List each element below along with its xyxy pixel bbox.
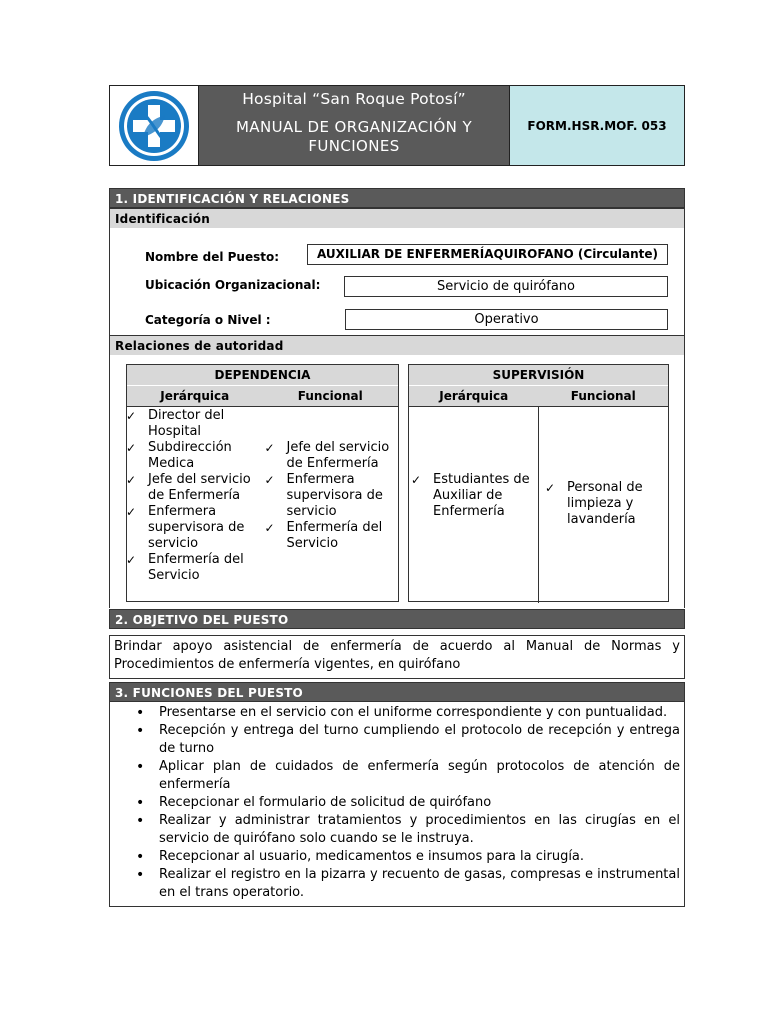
ubicacion-value: Servicio de quirófano [344, 276, 668, 297]
section2-title: 2. OBJETIVO DEL PUESTO [109, 609, 685, 629]
hospital-logo [110, 86, 199, 165]
dependencia-table [126, 364, 399, 602]
hospital-name: Hospital “San Roque Potosí” [242, 90, 466, 108]
supervision-col-jerarquica: Jerárquica [439, 389, 509, 403]
supervision-body [409, 406, 668, 603]
supervision-funcional-col [538, 407, 668, 603]
dependencia-body [127, 406, 398, 603]
puesto-value: AUXILIAR DE ENFERMERÍAQUIROFANO (Circulante) [307, 244, 668, 265]
list-item: ✓ Jefe del servicio de Enfermería [253, 440, 399, 472]
functions-box [109, 702, 685, 907]
dependencia-funcional-col [263, 407, 399, 603]
dependencia-col-funcional: Funcional [297, 389, 363, 403]
hospital-seal-icon [117, 89, 191, 163]
list-item: ✓ Director del Hospital [114, 408, 263, 440]
section1-title: 1. IDENTIFICACIÓN Y RELACIONES [109, 188, 685, 208]
list-item: • Realizar el registro en la pizarra y recuento de gasas, compresas e instrumental en el trans operatorio. [114, 866, 680, 902]
list-item: • Recepcionar el formulario de solicitud de quirófano [114, 794, 680, 812]
ubicacion-label: Ubicación Organizacional: [145, 278, 321, 292]
section-functions [109, 682, 685, 907]
list-item: ✓ Enfermera supervisora de servicio [253, 472, 399, 520]
list-item: ✓ Personal de limpieza y lavandería [533, 480, 668, 528]
list-item: ✓ Estudiantes de Auxiliar de Enfermería [399, 472, 538, 520]
list-item: • Realizar y administrar tratamientos y procedimientos en las cirugías en el servicio de quirófano solo cuando se le instruya. [114, 812, 680, 848]
list-item: ✓ Enfermería del Servicio [253, 520, 399, 552]
supervision-table [408, 364, 669, 602]
puesto-label: Nombre del Puesto: [145, 250, 280, 264]
identification-label: Identificación [109, 208, 685, 228]
categoria-label: Categoría o Nivel : [145, 313, 271, 327]
relations-label: Relaciones de autoridad [109, 335, 685, 355]
manual-title: MANUAL DE ORGANIZACIÓN Y FUNCIONES [235, 118, 473, 155]
functions-list [114, 704, 680, 902]
list-item: ✓ Enfermería del Servicio [114, 552, 263, 584]
section3-title: 3. FUNCIONES DEL PUESTO [109, 682, 685, 702]
document-header [109, 85, 685, 166]
list-item: • Presentarse en el servicio con el uniforme correspondiente y con puntualidad. [114, 704, 680, 722]
list-item: • Recepcionar al usuario, medicamentos e insumos para la cirugía. [114, 848, 680, 866]
supervision-title: SUPERVISIÓN [409, 365, 668, 385]
supervision-col-funcional: Funcional [570, 389, 636, 403]
section-objective [109, 609, 685, 679]
list-item: • Aplicar plan de cuidados de enfermería según protocolos de atención de enfermería [114, 758, 680, 794]
supervision-jerarquica-col [409, 407, 538, 603]
dependencia-subheader [127, 385, 398, 406]
dependencia-title: DEPENDENCIA [127, 365, 398, 385]
objective-text: Brindar apoyo asistencial de enfermería de acuerdo al Manual de Normas y Procedimientos de enfermería vigentes, en quirófano [109, 635, 685, 679]
section-identification [109, 188, 685, 228]
header-title-block [199, 86, 509, 165]
dependencia-jerarquica-col [127, 407, 263, 603]
form-code: FORM.HSR.MOF. 053 [509, 86, 684, 165]
relations-section [109, 335, 685, 355]
dependencia-col-jerarquica: Jerárquica [160, 389, 230, 403]
list-item: ✓ Subdirección Medica [114, 440, 263, 472]
list-item: ✓ Enfermera supervisora de servicio [114, 504, 263, 552]
categoria-value: Operativo [345, 309, 668, 330]
supervision-subheader [409, 385, 668, 406]
list-item: ✓ Jefe del servicio de Enfermería [114, 472, 263, 504]
list-item: • Recepción y entrega del turno cumpliendo el protocolo de recepción y entrega de turno [114, 722, 680, 758]
